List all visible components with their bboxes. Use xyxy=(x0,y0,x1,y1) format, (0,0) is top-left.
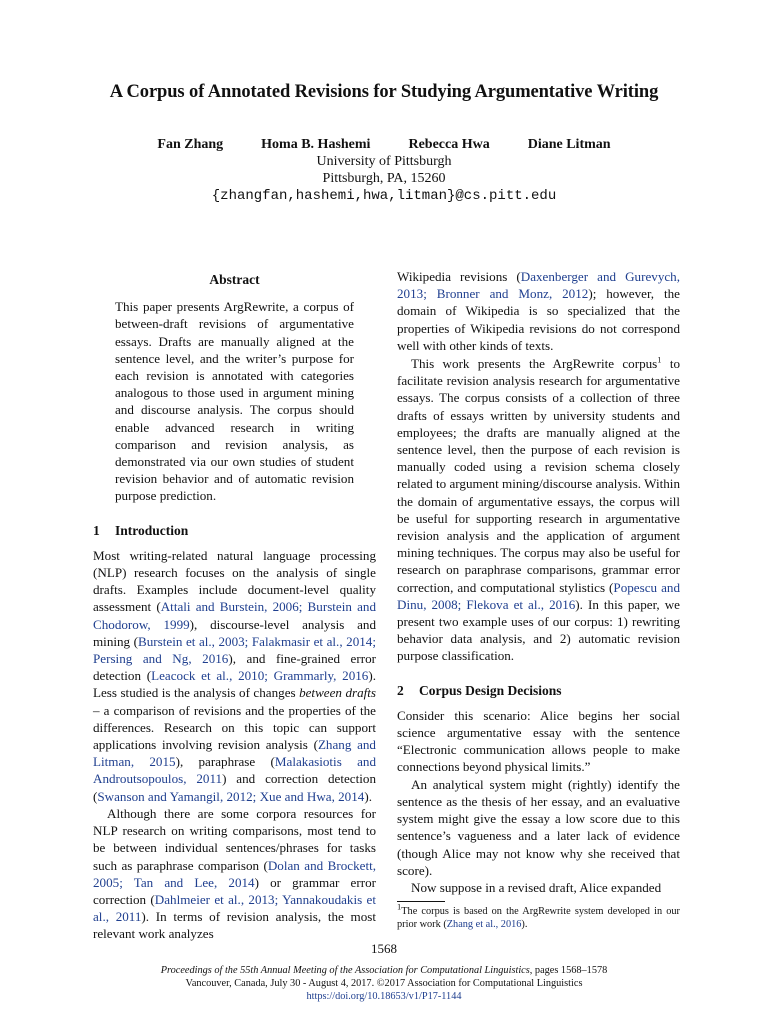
section-title: Corpus Design Decisions xyxy=(419,682,562,698)
text-run: ). In this paper, we present two example uses of our corpus: 1) rewriting behavior data analysis, and 2) automatic revision purpose classification. xyxy=(397,596,680,664)
author-name: Diane Litman xyxy=(527,137,611,152)
text-run: Most writing-related natural language processing (NLP) research focuses on the analysis of single drafts. Examples include document-level quality assessment ( xyxy=(93,547,376,615)
text-run: ), and fine-grained error detection ( xyxy=(93,651,376,684)
citation-link[interactable]: Zhang et al., 2016 xyxy=(446,918,522,930)
address: Pittsburgh, PA, 15260 xyxy=(322,171,446,186)
text-run: Although there are some corpora resources for NLP research on writing comparisons, most tend to be between individual sentences/phrases for tasks such as paraphrase comparison ( xyxy=(93,805,376,873)
abstract-text: This paper presents ArgRewrite, a corpus of between-draft revisions of argumentative essays. Drafts are manually aligned at the sentence level, and the writer’s purpose for each revision is annotated with categories analogous to those used in argument mining and discourse analysis. The corpus should enable advanced research in writing comparison and revision analysis, as demonstrated via our own studies of student revision behavior and of automatic revision purpose prediction. xyxy=(115,299,354,504)
doi-link[interactable]: https://doi.org/10.18653/v1/P17-1144 xyxy=(306,991,462,1002)
text-run: This work presents the ArgRewrite corpus xyxy=(411,356,658,372)
section-title: Introduction xyxy=(115,522,189,538)
citation-link[interactable]: Daxenberger and Gurevych, 2013; Bronner and Monz, 2012 xyxy=(397,269,680,302)
citation-link[interactable]: Swanson and Yamangil, 2012; Xue and Hwa, 2014 xyxy=(97,788,365,804)
text-run: to facilitate revision analysis research for argumentative essays. The corpus consists of a collection of three drafts of essays written by university students and employees; the drafts are manually aligned at the sentence level, then the purpose of each revision is manually coded using a revision schema closely related to argument mining/discourse analysis. Within the domain of argumentative essays, the corpus will be useful for supporting research in argumentative revision analysis and the application of argument mining techniques. The corpus may also be useful for research on paraphrase comparisons, grammar error correction, and computational stylistics ( xyxy=(397,356,680,595)
text-run: ) or grammar error correction ( xyxy=(93,874,376,907)
text-run: – a comparison of revisions and the properties of the differences. Research on this topic can support applications involving revision analysis ( xyxy=(93,702,376,753)
citation-link[interactable]: Malakasiotis and Androutsopoulos, 2011 xyxy=(93,754,376,787)
citation-link[interactable]: Popescu and Dinu, 2008; Flekova et al., 2016 xyxy=(397,579,680,612)
section-number: 1 xyxy=(93,522,100,538)
paper-title: A Corpus of Annotated Revisions for Studying Argumentative Writing xyxy=(109,82,659,102)
text-run: ). Less studied is the analysis of changes xyxy=(93,668,376,701)
author-list xyxy=(0,137,768,153)
proceedings-line xyxy=(0,964,768,977)
design-paragraph-2: An analytical system might (rightly) identify the sentence as the thesis of her essay, and an evaluative system might give the essay a low score due to this sentence’s vagueness and a later lack of evidence (though Alice may not know why she received that score). xyxy=(397,776,680,878)
institution: University of Pittsburgh xyxy=(316,154,452,169)
emphasis-text: between drafts xyxy=(299,685,377,701)
right-column xyxy=(397,268,680,896)
author-emails: {zhangfan,hashemi,hwa,litman}@cs.pitt.edu xyxy=(211,188,557,204)
corpus-paragraph xyxy=(397,355,680,665)
proceedings-title: Proceedings of the 55th Annual Meeting of the Association for Computational Linguistics xyxy=(160,965,530,976)
page-number: 1568 xyxy=(371,941,397,956)
citation-link[interactable]: Burstein et al., 2003; Falakmasir et al., 2014; Persing and Ng, 2016 xyxy=(93,633,376,667)
left-column xyxy=(93,268,376,943)
citation-link[interactable]: Attali and Burstein, 2006; Burstein and Chodorow, 1999 xyxy=(93,599,376,632)
section-heading-introduction xyxy=(93,522,376,539)
author-name: Rebecca Hwa xyxy=(408,137,490,152)
footnote-text: The corpus is based on the ArgRewrite system developed in our prior work ( xyxy=(397,906,680,930)
section-number: 2 xyxy=(397,682,404,698)
section-heading-corpus-design xyxy=(397,682,680,699)
footnote-number: 1 xyxy=(397,901,402,912)
venue-line: Vancouver, Canada, July 30 - August 4, 2017. ©2017 Association for Computational Linguistics xyxy=(185,978,583,989)
text-run: Wikipedia revisions ( xyxy=(397,269,521,284)
text-run: ), paraphrase ( xyxy=(175,754,275,770)
footnote xyxy=(397,901,680,931)
design-paragraph-1: Consider this scenario: Alice begins her social science argumentative essay with the sentence “Electronic communication allows people to make connections beyond physical limits.” xyxy=(397,707,680,775)
text-run: ). In terms of revision analysis, the most relevant work analyzes xyxy=(93,909,376,942)
proceedings-footer xyxy=(0,964,768,1003)
author-name: Fan Zhang xyxy=(157,137,224,152)
citation-link[interactable]: Zhang and Litman, 2015 xyxy=(93,737,376,770)
footnote-marker[interactable]: 1 xyxy=(657,354,662,365)
text-run: ). xyxy=(364,788,372,804)
citation-link[interactable]: Dahlmeier et al., 2013; Yannakoudakis et al., 2011 xyxy=(93,891,376,925)
text-run: ) and correction detection ( xyxy=(93,771,376,804)
author-name: Homa B. Hashemi xyxy=(261,137,371,152)
intro-paragraph-1 xyxy=(93,547,376,805)
footnote-text: ). xyxy=(521,918,528,930)
citation-link[interactable]: Dolan and Brockett, 2005; Tan and Lee, 2014 xyxy=(93,857,376,890)
design-paragraph-3: Now suppose in a revised draft, Alice expanded xyxy=(411,879,662,895)
continued-paragraph xyxy=(397,268,680,354)
footnote-rule xyxy=(397,901,445,902)
citation-link[interactable]: Leacock et al., 2010; Grammarly, 2016 xyxy=(151,668,369,684)
intro-paragraph-2 xyxy=(93,805,376,943)
text-run: ); however, the domain of Wikipedia is so specialized that the properties of Wikipedia revisions do not correspond well with other kinds of texts. xyxy=(397,286,680,353)
proceedings-pages: , pages 1568–1578 xyxy=(529,965,608,976)
abstract-heading: Abstract xyxy=(209,272,260,287)
text-run: ), discourse-level analysis and mining ( xyxy=(93,616,376,649)
